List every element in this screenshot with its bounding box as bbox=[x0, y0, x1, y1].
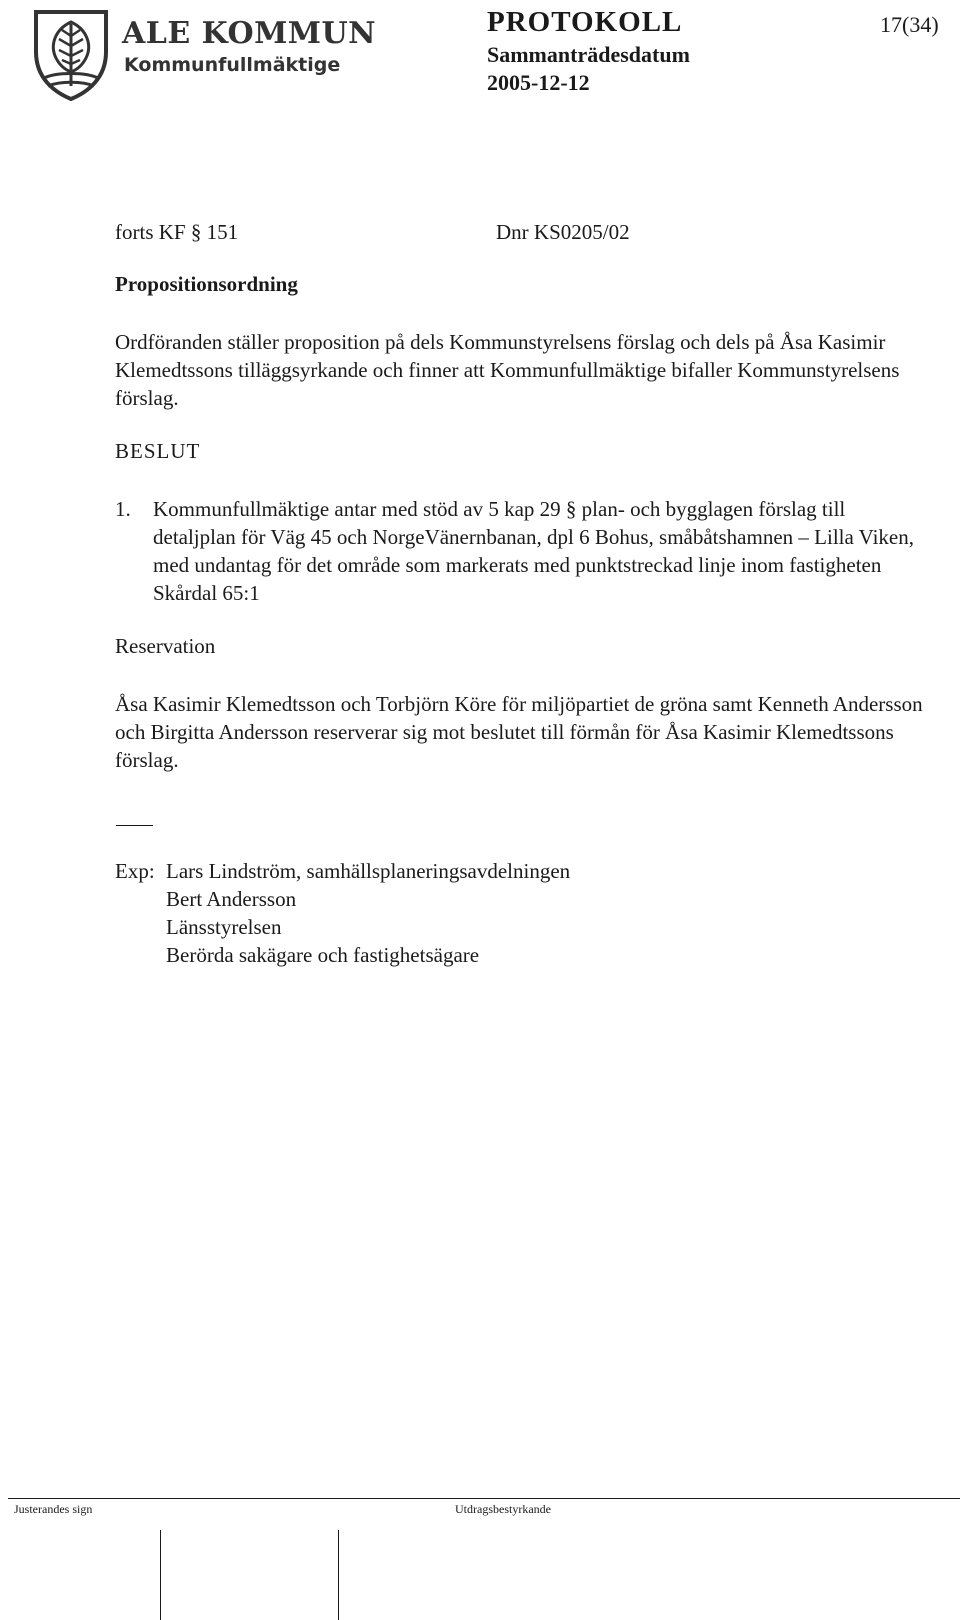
distribution-recipient: Bert Andersson bbox=[166, 887, 297, 911]
signature-box-divider bbox=[338, 1530, 339, 1620]
beslut-item-text: Kommunfullmäktige antar med stöd av 5 kap 29 § plan- och bygglagen förslag till detaljplan för Väg 45 och NorgeVänernbanan, dpl 6 Bohus, småbåtshamnen – Lilla Viken, med undantag för det område som markerats med punktstreckad linje inom fastigheten Skårdal 65:1 bbox=[153, 497, 914, 605]
municipality-logo bbox=[30, 6, 377, 102]
logo-org-name: ALE KOMMUN bbox=[122, 16, 377, 51]
logo-org-sub: Kommunfullmäktige bbox=[124, 54, 341, 76]
diary-number: Dnr KS0205/02 bbox=[496, 220, 630, 244]
proposition-text: Ordföranden ställer proposition på dels Kommunstyrelsens förslag och dels på Åsa Kasimir Klemedtssons tilläggsyrkande och finner att Kommunfullmäktige bifaller Kommunstyrelsens förslag. bbox=[115, 330, 900, 410]
document-type: PROTOKOLL bbox=[487, 6, 683, 38]
page-number: 17(34) bbox=[880, 12, 939, 37]
coat-of-arms-icon bbox=[30, 6, 112, 102]
distribution-list bbox=[166, 857, 570, 969]
distribution-recipient: Lars Lindström, samhällsplaneringsavdelningen bbox=[166, 859, 571, 883]
section-divider bbox=[116, 825, 153, 826]
beslut-heading: BESLUT bbox=[115, 439, 201, 463]
reservation-text: Åsa Kasimir Klemedtsson och Torbjörn Köre för miljöpartiet de gröna samt Kenneth Andersson och Birgitta Andersson reserverar sig mot beslutet till förmån för Åsa Kasimir Klemedtssons förslag. bbox=[115, 692, 923, 772]
distribution-recipient: Länsstyrelsen bbox=[166, 915, 282, 939]
meeting-date-label: Sammanträdesdatum bbox=[487, 42, 690, 67]
distribution-label: Exp: bbox=[115, 859, 155, 883]
footer-rule bbox=[8, 1498, 960, 1499]
meeting-date: 2005-12-12 bbox=[487, 70, 590, 95]
utdragsbestyrkande-label: Utdragsbestyrkande bbox=[455, 1502, 551, 1516]
justerandes-sign-label: Justerandes sign bbox=[14, 1502, 93, 1516]
proposition-heading: Propositionsordning bbox=[115, 272, 298, 296]
beslut-item-number: 1. bbox=[115, 497, 131, 521]
paragraph-reference: forts KF § 151 bbox=[115, 220, 239, 244]
distribution-recipient: Berörda sakägare och fastighetsägare bbox=[166, 943, 480, 967]
signature-box-divider bbox=[160, 1530, 161, 1620]
reservation-heading: Reservation bbox=[115, 634, 216, 658]
